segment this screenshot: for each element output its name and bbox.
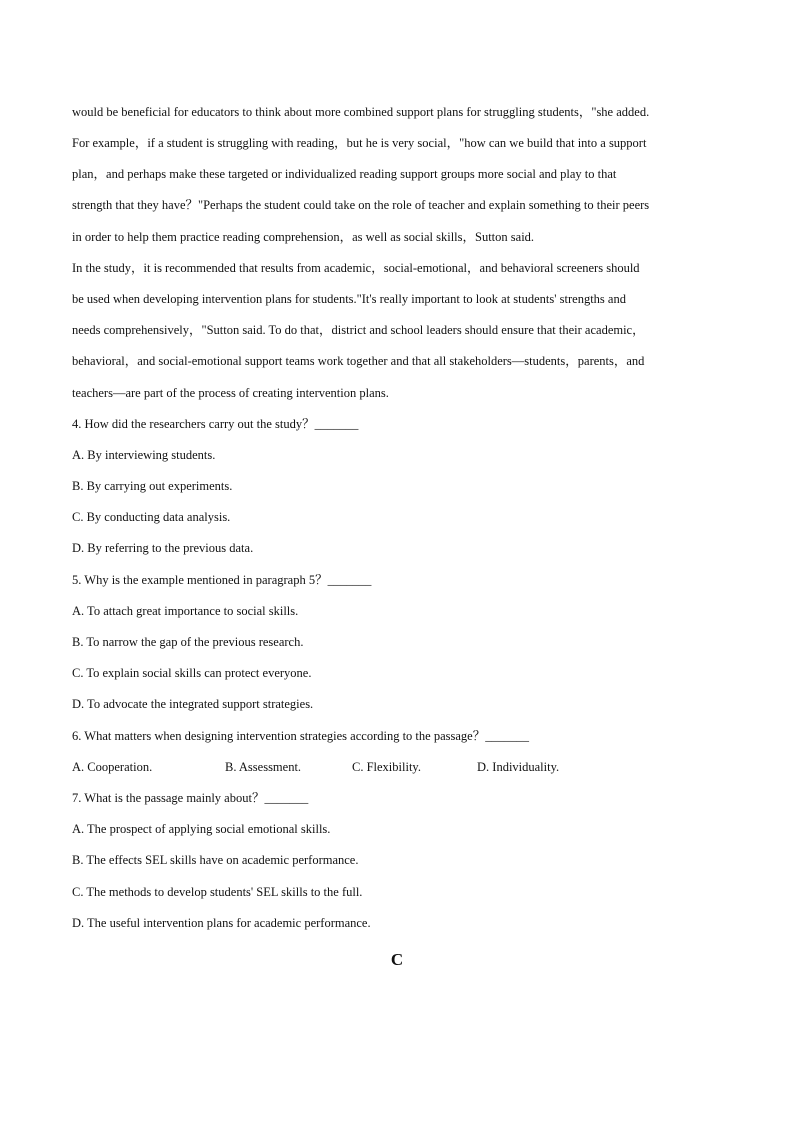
passage-line: be used when developing intervention plans for students."It's really important to look at students' strengths and bbox=[72, 292, 626, 306]
passage-line: In the study，it is recommended that results from academic，social-emotional，and behavioral screeners should bbox=[72, 261, 640, 275]
question-option: D. The useful intervention plans for academic performance. bbox=[72, 916, 371, 930]
question-option: D. By referring to the previous data. bbox=[72, 541, 254, 555]
question-option: B. Assessment. bbox=[225, 760, 302, 774]
passage-line: would be beneficial for educators to think about more combined support plans for struggling students，"she added. bbox=[72, 105, 650, 119]
question-option: D. Individuality. bbox=[477, 760, 560, 774]
question-stem: 4. How did the researchers carry out the study？_______ bbox=[72, 417, 359, 431]
question-option: C. The methods to develop students' SEL skills to the full. bbox=[72, 885, 363, 899]
question-option: D. To advocate the integrated support strategies. bbox=[72, 697, 314, 711]
passage-line: teachers—are part of the process of creating intervention plans. bbox=[72, 386, 389, 400]
passage-line: behavioral，and social-emotional support teams work together and that all stakeholders—students，parents，and bbox=[72, 354, 645, 368]
question-option: C. Flexibility. bbox=[352, 760, 421, 774]
question-option: A. Cooperation. bbox=[72, 760, 153, 774]
section-heading: C bbox=[390, 950, 404, 969]
question-option: A. The prospect of applying social emotional skills. bbox=[72, 822, 331, 836]
passage-line: For example，if a student is struggling with reading，but he is very social，"how can we build that into a support bbox=[72, 136, 647, 150]
question-stem: 6. What matters when designing intervention strategies according to the passage？_______ bbox=[72, 729, 529, 743]
question-option: B. The effects SEL skills have on academic performance. bbox=[72, 853, 359, 867]
question-option: C. To explain social skills can protect everyone. bbox=[72, 666, 312, 680]
question-option: C. By conducting data analysis. bbox=[72, 510, 231, 524]
passage-line: strength that they have？"Perhaps the student could take on the role of teacher and explain something to their peers bbox=[72, 198, 650, 212]
passage-line: plan，and perhaps make these targeted or individualized reading support groups more social and play to that bbox=[72, 167, 617, 181]
passage-line: in order to help them practice reading comprehension，as well as social skills，Sutton said. bbox=[72, 230, 535, 244]
question-option: B. To narrow the gap of the previous research. bbox=[72, 635, 304, 649]
question-option: A. To attach great importance to social skills. bbox=[72, 604, 299, 618]
passage-line: needs comprehensively，"Sutton said. To do that，district and school leaders should ensure that their academic， bbox=[72, 323, 645, 337]
question-stem: 5. Why is the example mentioned in paragraph 5？_______ bbox=[72, 573, 372, 587]
question-option: B. By carrying out experiments. bbox=[72, 479, 233, 493]
question-option: A. By interviewing students. bbox=[72, 448, 216, 462]
question-stem: 7. What is the passage mainly about？_______ bbox=[72, 791, 309, 805]
